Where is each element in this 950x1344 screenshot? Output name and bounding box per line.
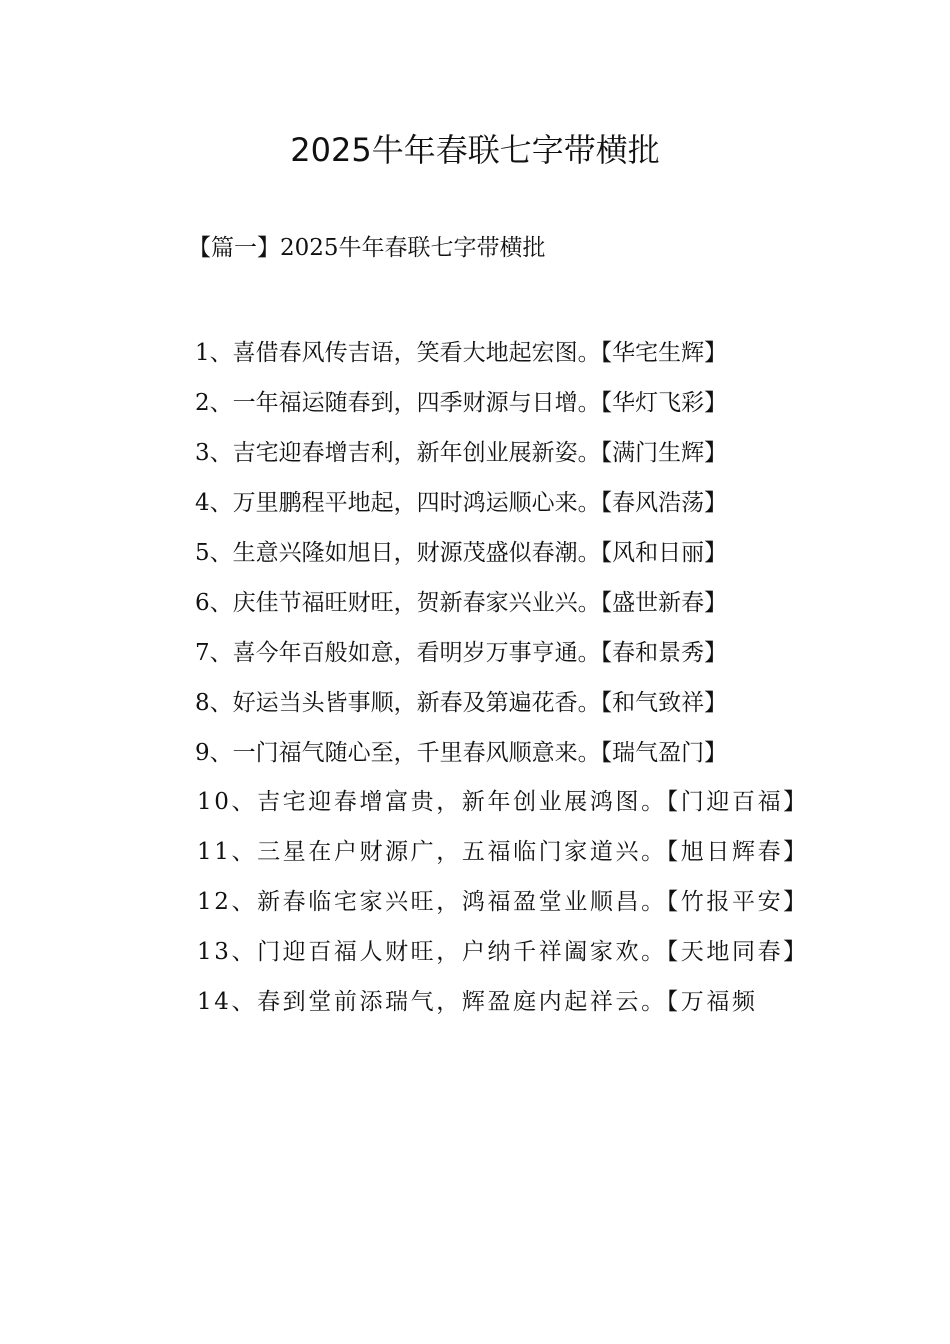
- couplet-item: 14、春到堂前添瑞气，辉盈庭内起祥云。【万福频: [197, 989, 758, 1015]
- couplet-list: [145, 328, 810, 1028]
- couplet-item: 1、喜借春风传吉语，笑看大地起宏图。【华宅生辉】: [195, 340, 728, 366]
- couplet-item: 2、一年福运随春到，四季财源与日增。【华灯飞彩】: [195, 390, 728, 416]
- couplet-item: 13、门迎百福人财旺，户纳千祥阖家欢。【天地同春】: [197, 939, 809, 965]
- couplet-item: 11、三星在户财源广，五福临门家道兴。【旭日辉春】: [197, 839, 809, 865]
- couplet-item: 7、喜今年百般如意，看明岁万事亨通。【春和景秀】: [195, 640, 728, 666]
- couplet-item: 12、新春临宅家兴旺，鸿福盈堂业顺昌。【竹报平安】: [197, 889, 809, 915]
- section-heading: 【篇一】2025牛年春联七字带横批: [188, 235, 546, 261]
- couplet-item: 10、吉宅迎春增富贵，新年创业展鸿图。【门迎百福】: [197, 789, 809, 815]
- couplet-item: 4、万里鹏程平地起，四时鸿运顺心来。【春风浩荡】: [195, 490, 728, 516]
- couplet-item: 5、生意兴隆如旭日，财源茂盛似春潮。【风和日丽】: [195, 540, 728, 566]
- couplet-item: 6、庆佳节福旺财旺，贺新春家兴业兴。【盛世新春】: [195, 590, 728, 616]
- document-title: 2025牛年春联七字带横批: [290, 131, 660, 169]
- couplet-item: 9、一门福气随心至，千里春风顺意来。【瑞气盈门】: [195, 740, 728, 766]
- couplet-item: 8、好运当头皆事顺，新春及第遍花香。【和气致祥】: [195, 690, 728, 716]
- couplet-item: 3、吉宅迎春增吉利，新年创业展新姿。【满门生辉】: [195, 440, 728, 466]
